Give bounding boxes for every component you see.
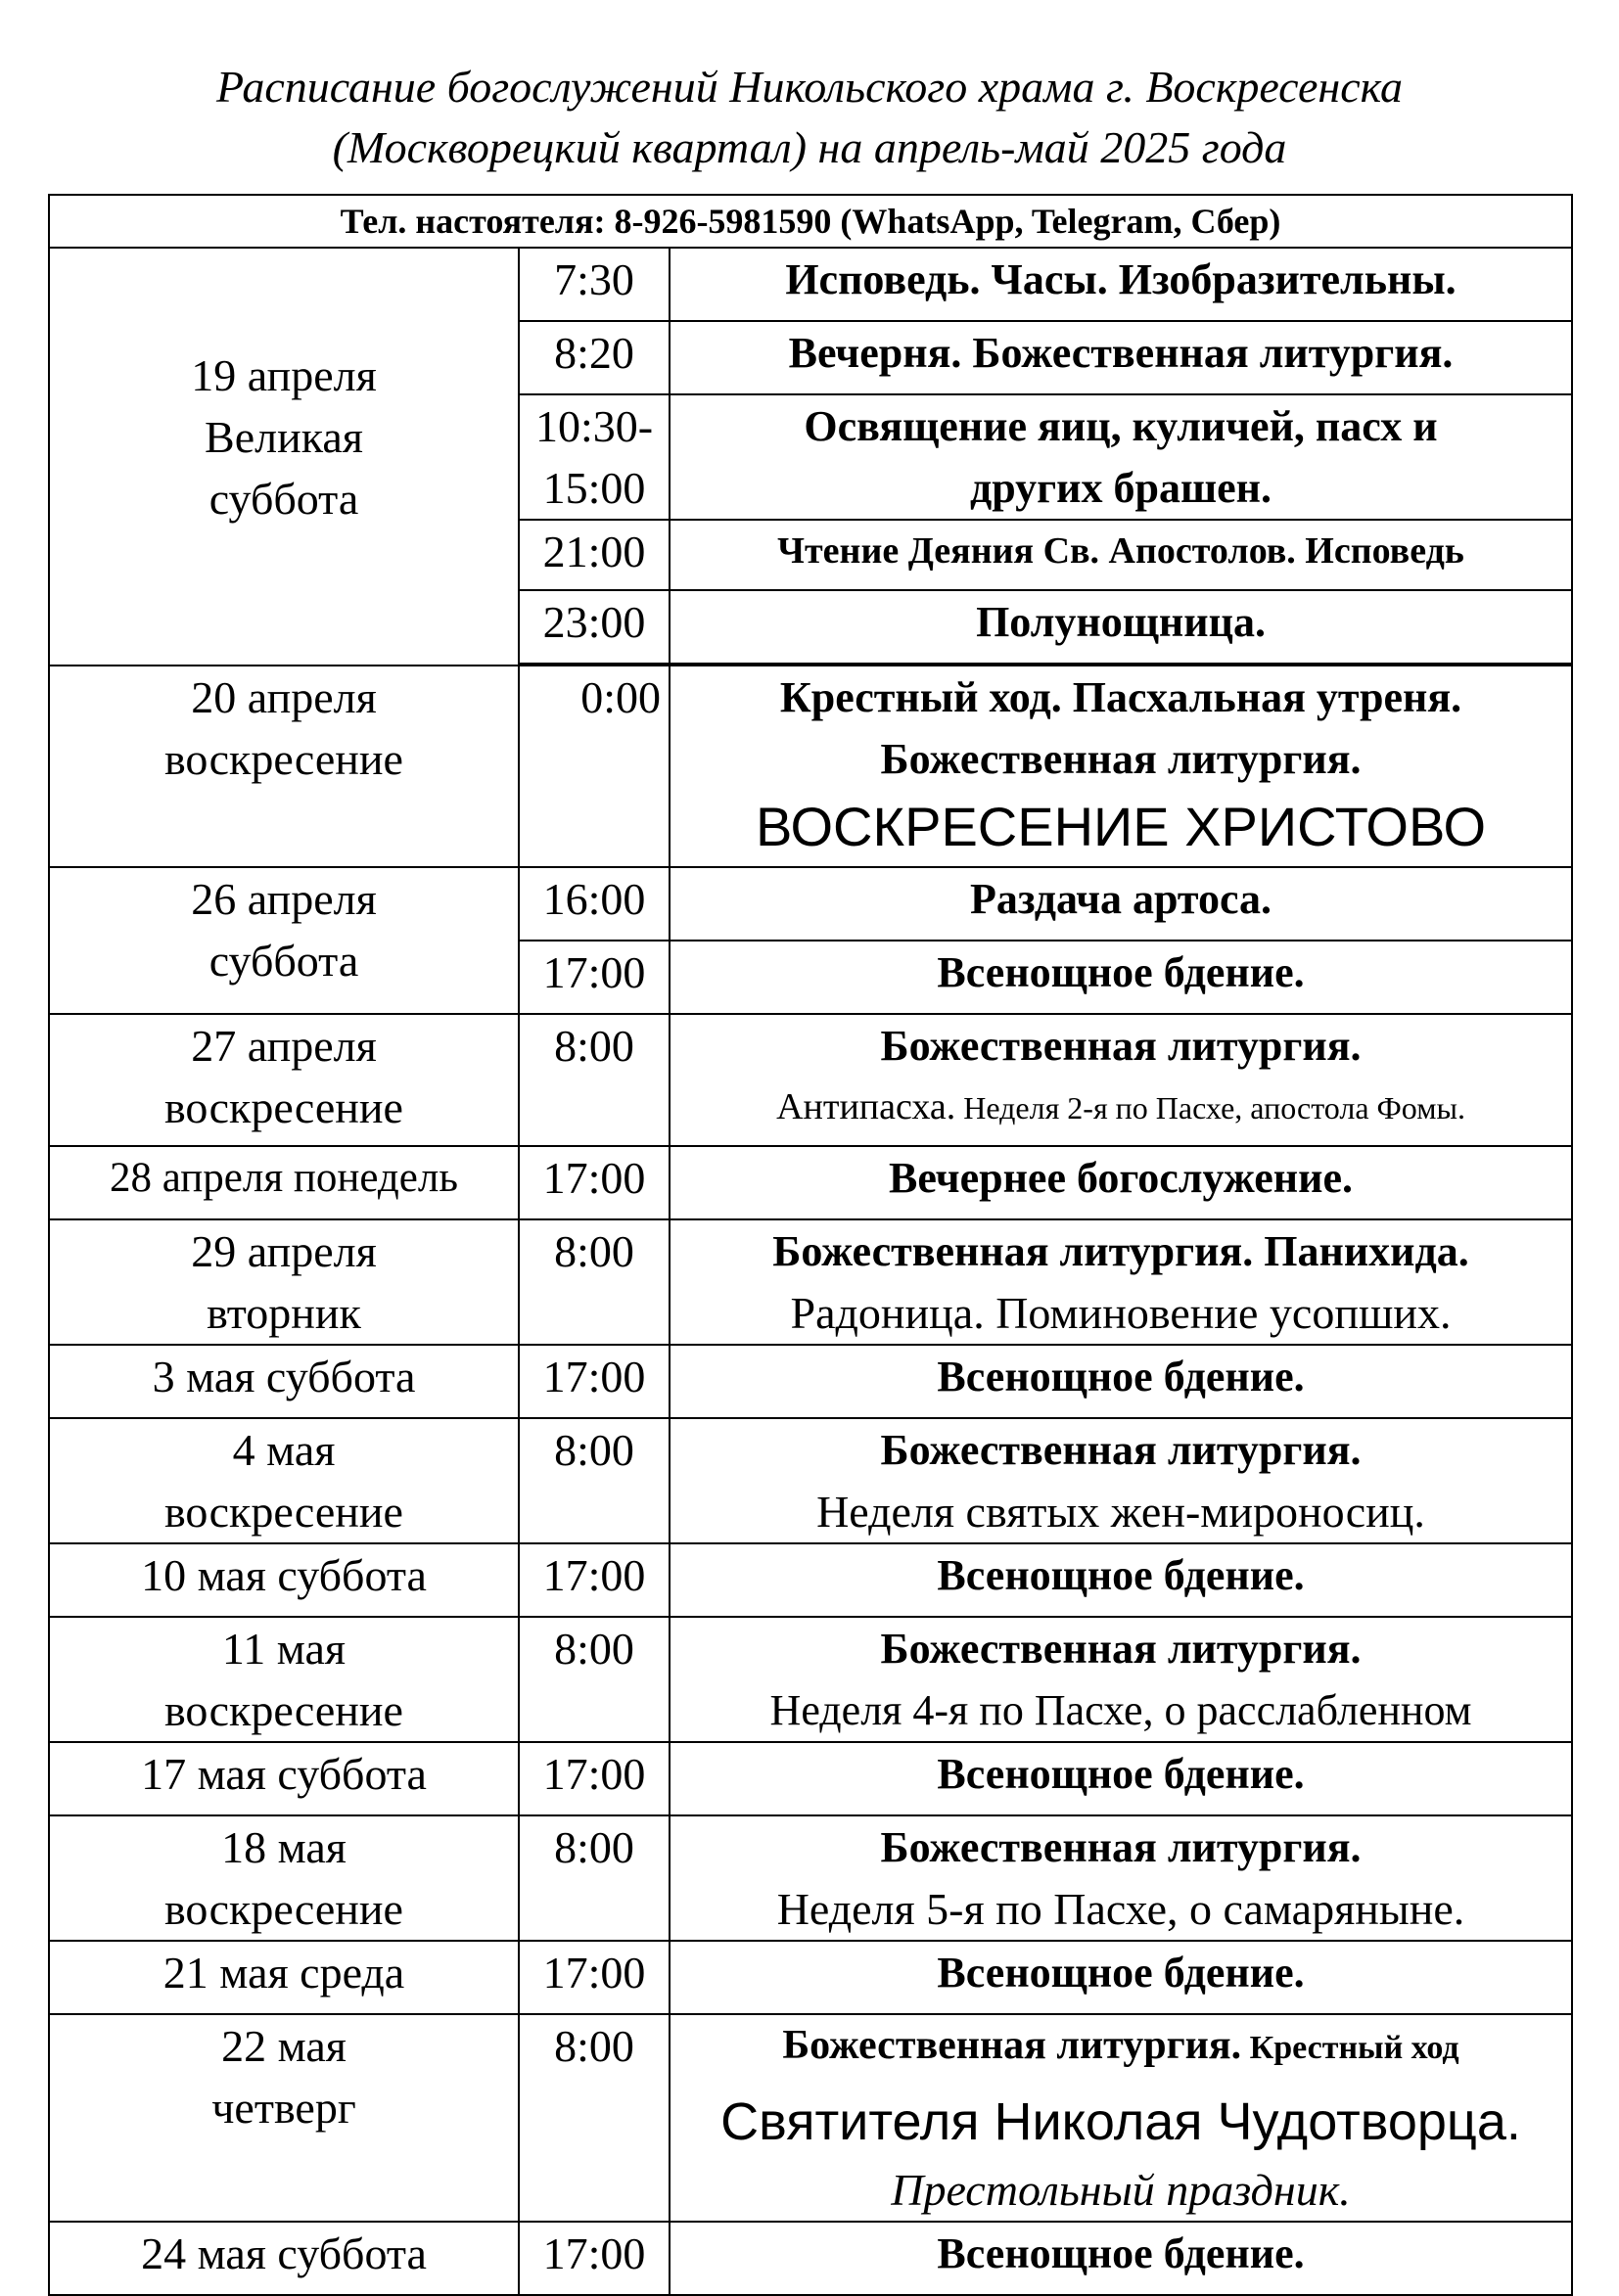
service-cell xyxy=(670,1941,1572,2014)
date-line: воскресение xyxy=(164,1884,403,1934)
date-line: суббота xyxy=(208,474,359,524)
table-row xyxy=(49,1219,1572,1345)
service-text: Престольный праздник. xyxy=(891,2165,1351,2215)
service-note-small: Неделя 2-я по Пасхе, апостола Фомы. xyxy=(955,1090,1465,1125)
date-cell: 3 мая суббота xyxy=(49,1345,519,1418)
service-note: Антипасха. xyxy=(776,1086,956,1127)
service-cell xyxy=(670,520,1572,590)
date-cell: 10 мая суббота xyxy=(49,1543,519,1617)
service-cell xyxy=(670,1815,1572,1941)
date-cell xyxy=(49,248,519,666)
table-row xyxy=(49,1815,1572,1941)
table-row xyxy=(49,1345,1572,1418)
date-line: четверг xyxy=(211,2083,356,2133)
phone-row xyxy=(49,195,1572,248)
table-row xyxy=(49,1543,1572,1617)
table-row xyxy=(49,1146,1572,1219)
date-cell xyxy=(49,1815,519,1941)
table-row xyxy=(49,666,1572,867)
service-text: Освящение яиц, куличей, пасх и xyxy=(804,402,1438,450)
service-text: Всенощное бдение. xyxy=(937,1949,1305,1997)
service-text: Чтение Деяния Св. Апостолов. Исповедь xyxy=(777,530,1464,572)
time-cell: 17:00 xyxy=(519,941,670,1014)
service-text: Святителя Николая Чудотворца. xyxy=(720,2092,1521,2151)
date-cell: 28 апреля понедель xyxy=(49,1146,519,1219)
date-line: воскресение xyxy=(164,1487,403,1537)
service-cell xyxy=(670,1617,1572,1742)
page-title xyxy=(0,57,1619,178)
service-text: Божественная литургия. xyxy=(880,1625,1362,1673)
time-cell: 8:00 xyxy=(519,1219,670,1345)
date-cell xyxy=(49,1219,519,1345)
service-note: Крестный ход xyxy=(1241,2030,1459,2066)
date-line: 26 апреля xyxy=(191,874,377,924)
time-line: 15:00 xyxy=(542,463,646,513)
time-cell: 8:00 xyxy=(519,1617,670,1742)
service-text: Божественная литургия. xyxy=(880,1426,1362,1474)
title-line-1: Расписание богослужений Никольского храма г. Воскресенска xyxy=(215,62,1403,112)
time-cell: 0:00 xyxy=(519,666,670,867)
service-cell xyxy=(670,394,1572,520)
table-row xyxy=(49,2014,1572,2222)
service-text xyxy=(671,1077,1571,1145)
time-cell: 17:00 xyxy=(519,1146,670,1219)
date-line: воскресение xyxy=(164,1685,403,1735)
service-text: других брашен. xyxy=(970,464,1272,512)
time-cell: 17:00 xyxy=(519,2222,670,2295)
time-cell: 8:00 xyxy=(519,1815,670,1941)
service-text xyxy=(671,2015,1571,2085)
service-text: Божественная литургия. xyxy=(880,1823,1362,1871)
date-line: 29 апреля xyxy=(191,1226,377,1276)
date-cell xyxy=(49,1418,519,1543)
date-line: 4 мая xyxy=(232,1425,336,1475)
service-text: Радоница. Поминовение усопших. xyxy=(790,1288,1452,1338)
service-cell xyxy=(670,321,1572,394)
service-cell xyxy=(670,941,1572,1014)
service-cell xyxy=(670,1146,1572,1219)
date-line: 19 апреля xyxy=(191,350,377,400)
rector-phone: Тел. настоятеля: 8-926-5981590 (WhatsApp, Telegram, Сбер) xyxy=(49,195,1572,248)
time-cell: 17:00 xyxy=(519,1742,670,1815)
service-main: Божественная литургия. xyxy=(782,2023,1242,2068)
service-text: Всенощное бдение. xyxy=(937,2229,1305,2277)
service-text: Исповедь. Часы. Изобразительны. xyxy=(785,255,1457,303)
table-row xyxy=(49,1418,1572,1543)
title-line-2: (Москворецкий квартал) на апрель-май 2025 года xyxy=(332,122,1287,172)
time-cell: 16:00 xyxy=(519,867,670,941)
table-row xyxy=(49,1742,1572,1815)
service-text: Всенощное бдение. xyxy=(937,1353,1305,1401)
service-text: Крестный ход. Пасхальная утреня. xyxy=(779,673,1462,721)
date-line: 18 мая xyxy=(221,1822,347,1872)
service-cell xyxy=(670,1014,1572,1146)
service-text: Божественная литургия. xyxy=(880,735,1362,783)
time-cell xyxy=(519,394,670,520)
time-cell: 17:00 xyxy=(519,1543,670,1617)
service-cell xyxy=(670,1543,1572,1617)
time-cell: 21:00 xyxy=(519,520,670,590)
service-cell xyxy=(670,867,1572,941)
date-line: воскресение xyxy=(164,734,403,784)
date-cell: 24 мая суббота xyxy=(49,2222,519,2295)
date-cell xyxy=(49,1014,519,1146)
date-line: 20 апреля xyxy=(191,672,377,722)
time-cell: 8:00 xyxy=(519,2014,670,2222)
date-line: суббота xyxy=(208,936,359,986)
table-row xyxy=(49,867,1572,941)
time-cell: 17:00 xyxy=(519,1345,670,1418)
service-text: Неделя святых жен-мироносиц. xyxy=(816,1487,1425,1537)
service-text: Вечерня. Божественная литургия. xyxy=(788,329,1454,377)
time-cell: 17:00 xyxy=(519,1941,670,2014)
date-line: 27 апреля xyxy=(191,1021,377,1071)
table-row xyxy=(49,1014,1572,1146)
date-line: вторник xyxy=(207,1288,361,1338)
service-text: Всенощное бдение. xyxy=(937,1750,1305,1798)
service-text: Всенощное бдение. xyxy=(937,948,1305,996)
service-text: Вечернее богослужение. xyxy=(888,1154,1354,1202)
service-cell xyxy=(670,2014,1572,2222)
date-line: воскресение xyxy=(164,1082,403,1132)
schedule-table xyxy=(48,194,1573,2296)
table-row xyxy=(49,2222,1572,2295)
date-cell: 21 мая среда xyxy=(49,1941,519,2014)
time-line: 10:30- xyxy=(534,401,654,451)
date-cell xyxy=(49,666,519,867)
table-row xyxy=(49,1617,1572,1742)
service-cell xyxy=(670,2222,1572,2295)
service-cell xyxy=(670,1742,1572,1815)
service-text: Неделя 4-я по Пасхе, о расслабленном xyxy=(769,1686,1472,1734)
table-row xyxy=(49,1941,1572,2014)
date-line: 11 мая xyxy=(221,1624,347,1674)
table-row xyxy=(49,248,1572,321)
service-cell xyxy=(670,1345,1572,1418)
service-text: Полунощница. xyxy=(976,598,1266,646)
date-cell xyxy=(49,867,519,1014)
service-text: Божественная литургия. Панихида. xyxy=(772,1227,1469,1275)
time-cell: 8:20 xyxy=(519,321,670,394)
date-cell xyxy=(49,2014,519,2222)
service-cell xyxy=(670,590,1572,664)
time-cell: 23:00 xyxy=(519,590,670,664)
service-text: ВОСКРЕСЕНИЕ ХРИСТОВО xyxy=(755,796,1487,857)
date-cell: 17 мая суббота xyxy=(49,1742,519,1815)
service-cell xyxy=(670,248,1572,321)
time-cell: 7:30 xyxy=(519,248,670,321)
service-cell xyxy=(670,1219,1572,1345)
date-line: 22 мая xyxy=(221,2021,347,2071)
time-cell: 8:00 xyxy=(519,1418,670,1543)
service-text: Неделя 5-я по Пасхе, о самаряныне. xyxy=(776,1884,1465,1934)
time-cell: 8:00 xyxy=(519,1014,670,1146)
service-text: Раздача артоса. xyxy=(969,875,1272,923)
service-cell xyxy=(670,666,1572,867)
service-text: Всенощное бдение. xyxy=(937,1551,1305,1599)
service-cell xyxy=(670,1418,1572,1543)
service-text: Божественная литургия. xyxy=(880,1022,1362,1070)
date-cell xyxy=(49,1617,519,1742)
date-line: Великая xyxy=(205,412,363,462)
